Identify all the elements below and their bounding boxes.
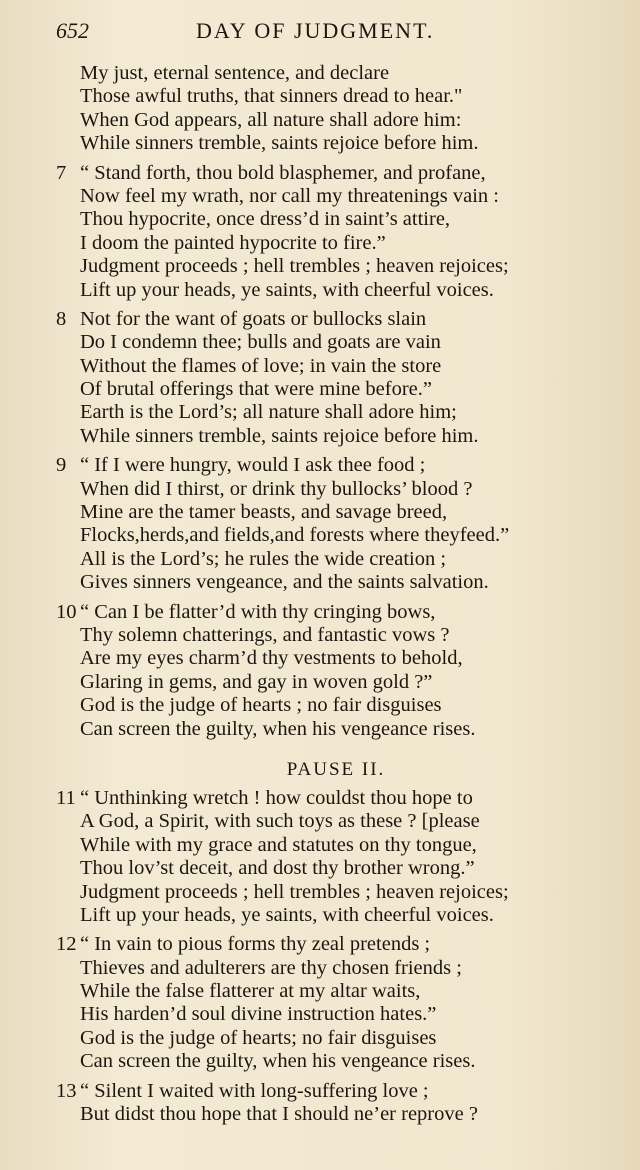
stanza-gap xyxy=(56,741,616,747)
verse-line: Mine are the tamer beasts, and savage breed, xyxy=(80,501,448,524)
verse-line: But didst thou hope that I should ne’er reprove ? xyxy=(80,1103,478,1126)
verse-line: Those awful truths, that sinners dread to hear." xyxy=(80,85,463,108)
stanza xyxy=(56,162,616,302)
running-title: DAY OF JUDGMENT. xyxy=(196,18,435,43)
verse-line: I doom the painted hypocrite to fire.” xyxy=(80,231,386,254)
verse-line: God is the judge of hearts; no fair disguises xyxy=(80,1026,437,1049)
stanza xyxy=(56,787,616,927)
verse-text: Not for the want of goats or bullocks slain xyxy=(80,307,427,330)
verse-line: Without the flames of love; in vain the store xyxy=(80,354,442,377)
verse-line: Lift up your heads, ye saints, with cheerful voices. xyxy=(80,903,494,926)
stanza xyxy=(56,601,616,741)
verse-line xyxy=(56,1080,616,1103)
verse-line xyxy=(56,787,616,810)
verse-line: Judgment proceeds ; hell trembles ; heaven rejoices; xyxy=(80,255,509,278)
verse-line: God is the judge of hearts ; no fair disguises xyxy=(80,694,442,717)
verse-line: Can screen the guilty, when his vengeance rises. xyxy=(80,1050,476,1073)
verse-line: Can screen the guilty, when his vengeance rises. xyxy=(80,717,476,740)
verse-line: Glaring in gems, and gay in woven gold ?” xyxy=(80,670,433,693)
verse-line: Thy solemn chatterings, and fantastic vows ? xyxy=(80,623,450,646)
verse-line: Gives sinners vengeance, and the saints salvation. xyxy=(80,571,489,594)
stanza xyxy=(56,454,616,594)
verse-line: Are my eyes charm’d thy vestments to behold, xyxy=(80,647,463,670)
page-number: 652 xyxy=(56,18,89,43)
page-header xyxy=(56,18,600,50)
verse-line: While sinners tremble, saints rejoice before him. xyxy=(80,424,479,447)
verse-line: Thieves and adulterers are thy chosen friends ; xyxy=(80,956,462,979)
verse-text: “ Can I be flatter’d with thy cringing bows, xyxy=(80,600,436,623)
verse-line xyxy=(56,162,616,185)
stanza-number: 9 xyxy=(56,454,67,477)
stanza xyxy=(56,1080,616,1127)
stanza-number: 11 xyxy=(56,786,76,809)
stanza xyxy=(56,933,616,1073)
verse-line: While sinners tremble, saints rejoice before him. xyxy=(80,132,479,155)
verse-line xyxy=(56,601,616,624)
stanza-number: 10 xyxy=(56,600,77,623)
verse-line: While with my grace and statutes on thy tongue, xyxy=(80,833,477,856)
verse-line: Lift up your heads, ye saints, with cheerful voices. xyxy=(80,278,494,301)
verse-line: Earth is the Lord’s; all nature shall adore him; xyxy=(80,401,457,424)
verse-line: Now feel my wrath, nor call my threatenings vain : xyxy=(80,184,499,207)
verse-text: “ If I were hungry, would I ask thee food ; xyxy=(80,454,426,477)
verse-text: “ In vain to pious forms thy zeal pretends ; xyxy=(80,933,431,956)
verse-line: Flocks,herds,and fields,and forests where theyfeed.” xyxy=(80,524,510,547)
verse-line xyxy=(56,933,616,956)
verse-line: When God appears, all nature shall adore him: xyxy=(80,108,462,131)
stanza xyxy=(56,308,616,448)
verse-line: Of brutal offerings that were mine before.” xyxy=(80,378,432,401)
verse-text: “ Stand forth, thou bold blasphemer, and profane, xyxy=(80,161,486,184)
stanza-number: 13 xyxy=(56,1079,77,1102)
verse-line xyxy=(56,308,616,331)
stanza-number: 12 xyxy=(56,933,77,956)
verse-line: Thou lov’st deceit, and dost thy brother wrong.” xyxy=(80,857,475,880)
stanza-gap xyxy=(56,1126,616,1132)
verse-line: Judgment proceeds ; hell trembles ; heaven rejoices; xyxy=(80,880,509,903)
stanza-number: 7 xyxy=(56,161,67,184)
stanza-number: 8 xyxy=(56,307,67,330)
verse-line: All is the Lord’s; he rules the wide creation ; xyxy=(80,547,447,570)
verse-text: “ Silent I waited with long-suffering love ; xyxy=(80,1079,429,1102)
verse-line xyxy=(56,454,616,477)
verse-line: While the false flatterer at my altar waits, xyxy=(80,980,421,1003)
verse-line: Thou hypocrite, once dress’d in saint’s attire, xyxy=(80,208,451,231)
verse-line: His harden’d soul divine instruction hates.” xyxy=(80,1003,437,1026)
verse-text: “ Unthinking wretch ! how couldst thou hope to xyxy=(80,786,473,809)
verse-line: Do I condemn thee; bulls and goats are vain xyxy=(80,331,441,354)
pause-heading: PAUSE II. xyxy=(286,758,386,780)
stanza xyxy=(56,62,616,156)
verse-line: A God, a Spirit, with such toys as these ? [please xyxy=(80,810,480,833)
verse-line: When did I thirst, or drink thy bullocks’ blood ? xyxy=(80,477,473,500)
verse-line: My just, eternal sentence, and declare xyxy=(80,62,390,84)
hymn-text xyxy=(56,62,616,1132)
